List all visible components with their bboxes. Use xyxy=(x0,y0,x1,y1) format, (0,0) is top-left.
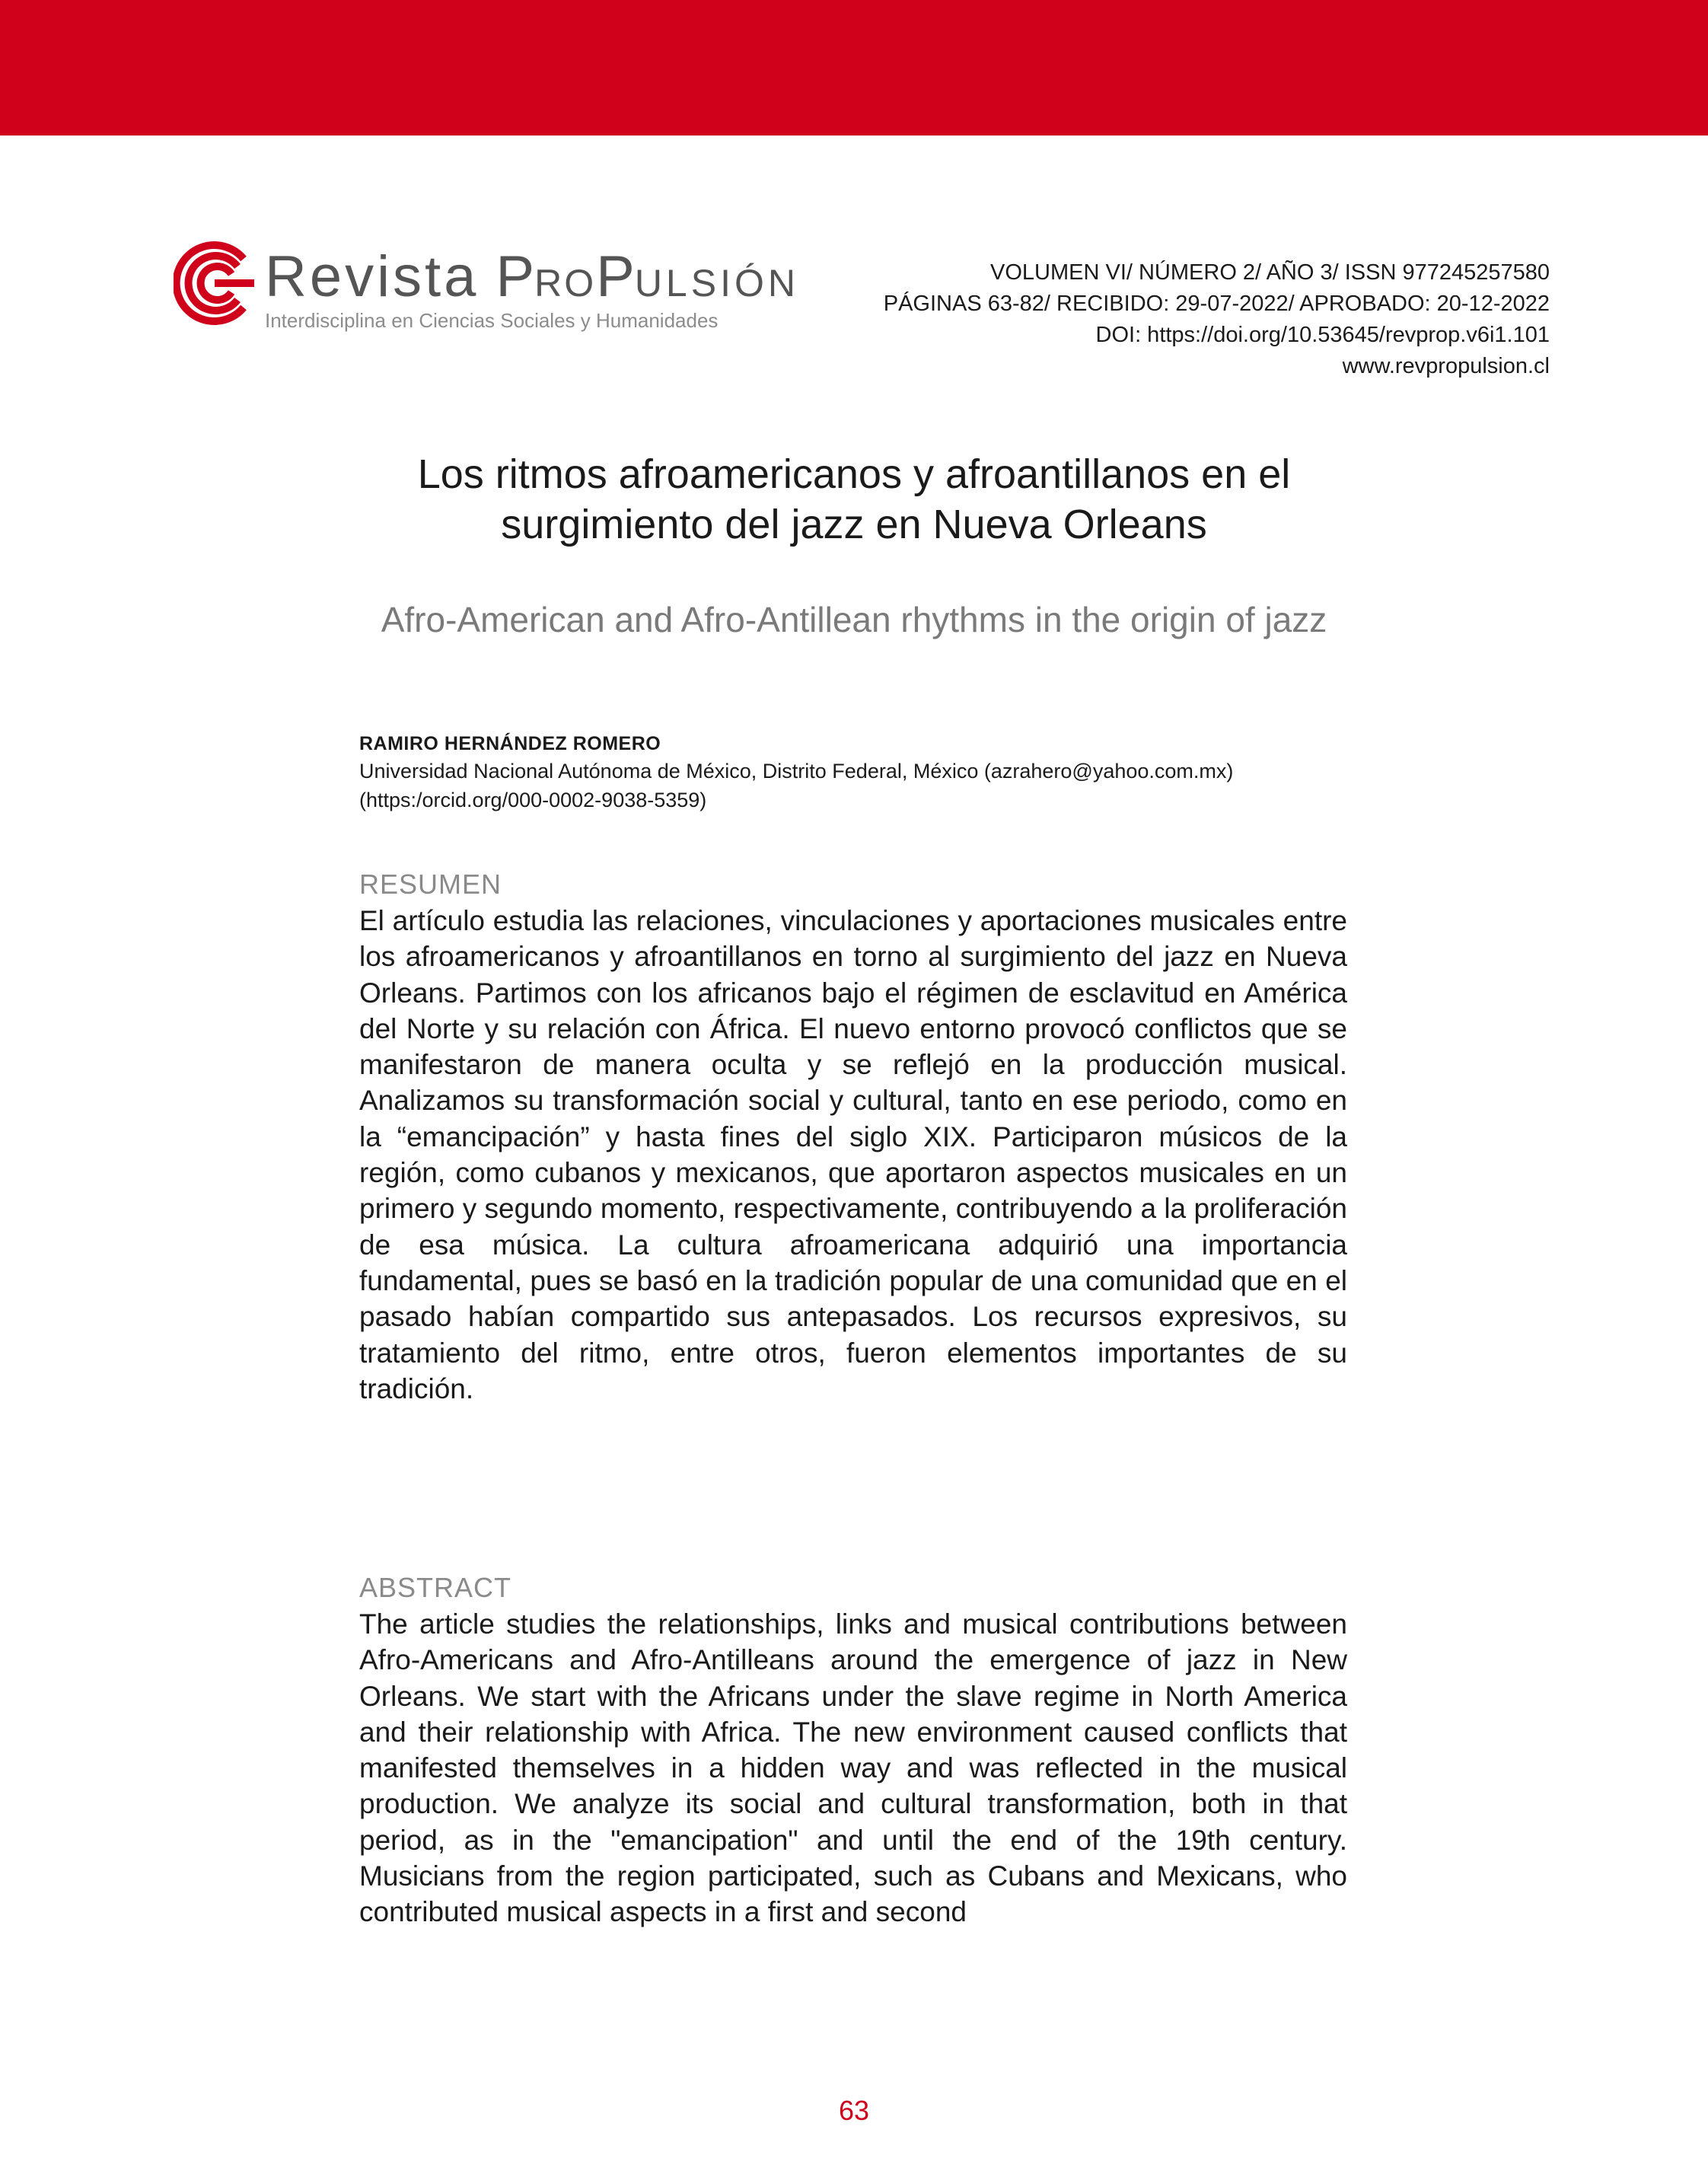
article-subtitle: Afro-American and Afro-Antillean rhythms in the origin of jazz xyxy=(381,600,1327,639)
meta-pages-dates-line: PÁGINAS 63-82/ RECIBIDO: 29-07-2022/ APROBADO: 20-12-2022 xyxy=(883,292,1550,316)
logo-word-pro-rest: RO xyxy=(534,262,597,304)
publication-metadata xyxy=(884,257,1550,382)
logo-word-pulsion-initial: P xyxy=(596,244,635,309)
meta-doi-line[interactable]: DOI: https://doi.org/10.53645/revprop.v6i1.101 xyxy=(1095,323,1550,347)
top-red-banner xyxy=(0,0,1708,135)
author-orcid[interactable]: (https:/orcid.org/000-0002-9038-5359) xyxy=(359,789,707,811)
journal-logo xyxy=(174,241,799,332)
resumen-text: El artículo estudia las relaciones, vinculaciones y aportaciones musicales entre los afroamericanos y afroantillanos en torno al surgimiento del jazz en Nueva Orleans. Partimos con los africanos bajo el régimen de esclavitud en América del Norte y su relación con África. El nuevo entorno provocó conflictos que se manifestaron de manera oculta y se reflejó en la producción musical. Analizamos su transformación social y cultural, tanto en ese periodo, como en la “emancipación” y hasta fines del siglo XIX. Participaron músicos de la región, como cubanos y mexicanos, que aportaron aspectos musicales en un primero y segundo momento, respectivamente, contribuyendo a la proliferación de esa música. La cultura afroamericana adquirió una importancia fundamental, pues se basó en la tradición popular de una comunidad que en el pasado habían compartido sus antepasados. Los recursos expresivos, su tratamiento del ritmo, entre otros, fueron elementos importantes de su tradición. xyxy=(359,905,1347,1404)
article-title xyxy=(251,449,1457,550)
logo-word-revista: Revista xyxy=(265,244,480,309)
author-block xyxy=(359,731,1349,814)
logo-word-pro-initial: P xyxy=(496,244,535,309)
logo-wordmark xyxy=(265,244,799,309)
title-line-2: surgimiento del jazz en Nueva Orleans xyxy=(501,502,1207,547)
author-name: RAMIRO HERNÁNDEZ ROMERO xyxy=(359,733,661,754)
author-affiliation: Universidad Nacional Autónoma de México, Distrito Federal, México (azrahero@yahoo.com.mx) xyxy=(359,760,1234,783)
logo-tagline: Interdisciplina en Ciencias Sociales y Humanidades xyxy=(265,309,719,332)
logo-word-pulsion-rest: ULSIÓN xyxy=(634,262,799,304)
propulsion-logo-icon xyxy=(174,241,256,326)
meta-website-line[interactable]: www.revpropulsion.cl xyxy=(1342,354,1550,378)
meta-volume-line: VOLUMEN VI/ NÚMERO 2/ AÑO 3/ ISSN 977245257580 xyxy=(990,260,1550,285)
page-number: 63 xyxy=(838,2095,870,2126)
abstract-heading: ABSTRACT xyxy=(359,1572,512,1603)
resumen-heading: RESUMEN xyxy=(359,869,502,900)
title-line-1: Los ritmos afroamericanos y afroantillanos en el xyxy=(417,451,1291,497)
abstract-text: The article studies the relationships, links and musical contributions between Afro-Americans and Afro-Antilleans around the emergence of jazz in New Orleans. We start with the Africans under the slave regime in North America and their relationship with Africa. The new environment caused conflicts that manifested themselves in a hidden way and was reflected in the musical production. We analyze its social and cultural transformation, both in that period, as in the "emancipation" and until the end of the 19th century. Musicians from the region participated, such as Cubans and Mexicans, who contributed musical aspects in a first and second xyxy=(359,1608,1347,1928)
